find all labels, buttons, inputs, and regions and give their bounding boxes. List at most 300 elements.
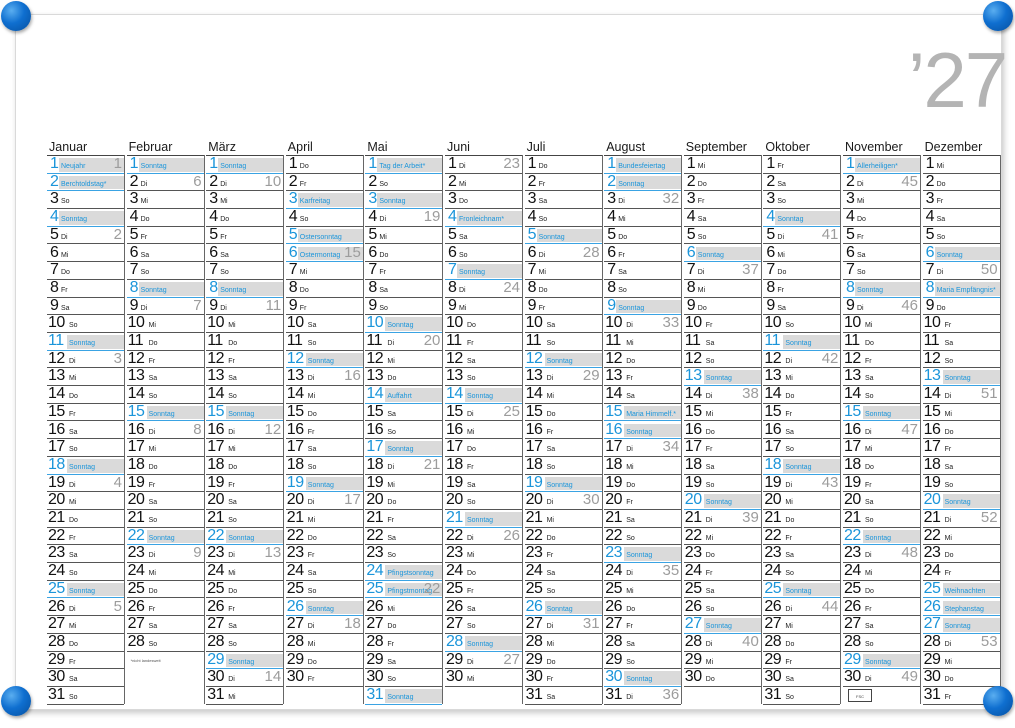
day-row — [47, 545, 124, 563]
day-number: 28 — [525, 632, 543, 650]
day-number: 25 — [366, 579, 384, 597]
weekday-label: Sa — [148, 623, 158, 631]
weekday-label: Sa — [459, 233, 468, 241]
day-row — [47, 422, 124, 440]
weekday-label: Sa — [148, 375, 158, 383]
day-row — [127, 174, 204, 192]
week-number: 25 — [503, 402, 520, 420]
holiday-label: Sonntag — [618, 180, 645, 188]
day-number: 17 — [844, 438, 861, 456]
weekday-label: So — [944, 481, 954, 489]
weekday-label: Fr — [936, 198, 944, 206]
weekday-label: Di — [307, 375, 315, 383]
day-number: 8 — [209, 278, 218, 296]
day-number: 2 — [129, 172, 138, 190]
weekday-label: Mi — [467, 428, 475, 436]
weekday-label: Fr — [777, 286, 784, 294]
weekday-label: So — [546, 463, 556, 471]
day-number: 31 — [605, 686, 622, 703]
day-number: 19 — [446, 473, 463, 491]
column-divider — [761, 155, 762, 704]
day-number: 13 — [286, 367, 304, 385]
day-number: 3 — [846, 190, 855, 208]
day-row — [684, 528, 761, 546]
holiday-label: Sonntag — [140, 163, 167, 170]
weekday-label: Fr — [865, 481, 872, 489]
holiday-label: Sonntag — [626, 676, 653, 684]
day-number: 15 — [127, 402, 145, 420]
day-row — [286, 298, 363, 316]
weekday-label: Do — [379, 251, 389, 259]
weekday-label: Sa — [387, 534, 396, 542]
day-row — [445, 245, 522, 263]
day-row-holiday — [843, 528, 920, 546]
weekday-label: Do — [299, 286, 309, 294]
weekday-label: Do — [148, 463, 158, 471]
day-number: 24 — [286, 562, 304, 580]
day-number: 3 — [766, 190, 775, 208]
day-number: 15 — [366, 402, 384, 420]
day-row — [286, 262, 363, 280]
day-row — [206, 245, 283, 263]
day-row — [923, 545, 1000, 563]
day-row — [684, 174, 761, 192]
day-row-holiday — [923, 581, 1000, 599]
week-number: 52 — [980, 509, 998, 526]
holiday-label: Sonntag — [705, 499, 732, 507]
weekday-label: Fr — [307, 428, 315, 436]
day-row-holiday — [286, 351, 363, 369]
day-row — [684, 475, 761, 493]
day-number: 24 — [446, 562, 463, 580]
day-row — [843, 298, 920, 316]
day-row — [684, 315, 761, 333]
day-row-holiday — [286, 475, 363, 493]
day-number: 9 — [607, 296, 616, 314]
day-number: 7 — [129, 261, 138, 279]
weekday-label: Do — [618, 233, 628, 241]
day-row — [843, 174, 920, 192]
day-row — [843, 492, 920, 510]
weekday-label: So — [546, 340, 556, 347]
holiday-label: Sonntag — [944, 375, 971, 383]
day-number: 19 — [923, 473, 941, 491]
day-number: 12 — [684, 349, 702, 367]
week-number: 1 — [113, 155, 122, 172]
weekday-label: Fr — [379, 269, 386, 277]
day-number: 30 — [684, 668, 702, 686]
month-name: Oktober — [765, 140, 810, 154]
footnote: *nicht landesweit — [130, 657, 161, 663]
day-row-holiday — [684, 616, 761, 634]
day-number: 13 — [366, 367, 384, 385]
holiday-label: Sonntag — [785, 340, 812, 347]
holiday-label: Sonntag — [228, 658, 255, 666]
day-row-holiday — [604, 669, 681, 687]
weekday-label: So — [857, 269, 866, 277]
day-row — [525, 422, 602, 440]
day-row — [684, 510, 761, 528]
day-number: 10 — [844, 314, 861, 332]
day-row — [923, 315, 1000, 333]
day-number: 10 — [923, 314, 941, 332]
holiday-label: Sonntag — [705, 375, 732, 383]
weekday-label: Fr — [785, 410, 792, 418]
day-row — [127, 634, 204, 652]
weekday-label: Do — [467, 570, 476, 578]
day-number: 14 — [127, 385, 145, 403]
week-number: 48 — [901, 544, 918, 562]
day-number: 16 — [605, 420, 622, 438]
day-number: 9 — [686, 296, 696, 314]
week-number: 32 — [662, 190, 680, 208]
day-number: 10 — [525, 314, 543, 332]
weekday-label: Mi — [307, 393, 316, 401]
holiday-label: Sonntag — [705, 623, 732, 631]
weekday-label: Do — [705, 428, 715, 436]
day-number: 18 — [366, 455, 384, 473]
weekday-label: Fr — [307, 676, 315, 684]
day-number: 14 — [207, 385, 224, 403]
day-number: 13 — [923, 367, 941, 385]
weekday-label: So — [148, 640, 158, 648]
day-number: 26 — [127, 597, 145, 615]
day-row-holiday — [525, 599, 602, 617]
day-row — [127, 599, 204, 617]
week-number: 5 — [113, 597, 122, 615]
day-number: 12 — [48, 349, 65, 367]
day-row — [365, 652, 442, 670]
day-number: 1 — [607, 155, 616, 172]
month-name: März — [208, 140, 236, 154]
day-number: 17 — [923, 438, 941, 456]
holiday-label: Sonntag — [944, 499, 971, 507]
day-number: 14 — [366, 385, 384, 403]
day-number: 26 — [366, 597, 384, 615]
day-number: 8 — [766, 278, 775, 296]
day-row — [763, 687, 840, 705]
weekday-label: Sa — [626, 393, 635, 401]
holiday-label: Sonntag — [538, 233, 565, 241]
day-number: 9 — [846, 296, 855, 314]
day-number: 15 — [764, 402, 782, 420]
day-number: 4 — [368, 208, 377, 226]
day-row-holiday — [127, 280, 204, 298]
weekday-label: Do — [228, 340, 238, 347]
day-row — [127, 492, 204, 510]
day-number: 22 — [525, 526, 543, 544]
weekday-label: Fr — [228, 357, 235, 365]
week-number: 17 — [344, 491, 361, 509]
weekday-label: Di — [148, 552, 156, 560]
weekday-label: Fr — [228, 605, 235, 613]
weekday-label: Fr — [538, 180, 546, 188]
weekday-label: Do — [865, 587, 874, 595]
weekday-label: Di — [865, 428, 872, 436]
day-number: 27 — [844, 615, 861, 633]
day-number: 5 — [766, 225, 775, 243]
column-divider — [442, 155, 443, 704]
week-number: 31 — [582, 615, 600, 633]
day-row — [47, 563, 124, 581]
weekday-label: Fr — [148, 605, 156, 613]
day-row — [445, 404, 522, 422]
weekday-label: Fr — [777, 163, 784, 170]
day-number: 20 — [525, 491, 543, 509]
day-number: 16 — [525, 420, 543, 438]
note-row — [127, 652, 204, 670]
weekday-label: Di — [857, 180, 864, 188]
day-number: 1 — [50, 155, 59, 172]
weekday-label: Di — [944, 640, 952, 648]
holiday-label: Sonntag — [387, 694, 414, 701]
day-row — [684, 386, 761, 404]
weekday-label: Fr — [546, 428, 554, 436]
day-number: 15 — [605, 402, 622, 420]
day-number: 8 — [607, 278, 616, 296]
weekday-label: Di — [140, 180, 148, 188]
holiday-label: Ostersonntag — [299, 233, 342, 241]
weekday-label: Sa — [546, 570, 556, 578]
day-number: 10 — [286, 314, 304, 332]
weekday-label: Di — [379, 216, 387, 224]
holiday-label: Sonntag — [865, 534, 892, 542]
day-row — [923, 439, 1000, 457]
weekday-label: Mi — [546, 640, 554, 648]
day-row — [525, 439, 602, 457]
day-row — [763, 351, 840, 369]
day-number: 14 — [844, 385, 861, 403]
day-row — [47, 404, 124, 422]
day-row — [127, 298, 204, 316]
day-row — [286, 209, 363, 227]
day-number: 20 — [923, 491, 941, 509]
day-number: 27 — [525, 615, 543, 633]
month-name: Dezember — [924, 140, 983, 154]
day-row — [286, 510, 363, 528]
day-number: 26 — [207, 597, 224, 615]
day-row — [127, 262, 204, 280]
day-row — [604, 475, 681, 493]
day-number: 27 — [764, 615, 782, 633]
day-number: 26 — [684, 597, 702, 615]
day-number: 19 — [844, 473, 861, 491]
day-row — [763, 245, 840, 263]
weekday-label: Mi — [785, 499, 793, 507]
holiday-label: Allerheiligen* — [857, 163, 898, 170]
day-number: 12 — [366, 349, 384, 367]
holiday-label: Sonntag — [459, 269, 486, 277]
weekday-label: Mi — [61, 251, 69, 259]
day-number: 5 — [209, 225, 218, 243]
day-number: 28 — [207, 632, 224, 650]
calendar-sheet — [15, 14, 1007, 710]
weekday-label: So — [459, 251, 468, 259]
day-number: 2 — [368, 172, 377, 190]
weekday-label: Sa — [307, 570, 317, 578]
day-number: 23 — [764, 544, 782, 562]
day-row — [763, 439, 840, 457]
weekday-label: Fr — [467, 463, 474, 471]
day-number: 3 — [448, 190, 457, 208]
day-number: 24 — [844, 562, 861, 580]
day-row — [445, 457, 522, 475]
day-number: 26 — [605, 597, 622, 615]
day-row-holiday — [923, 280, 1000, 298]
day-number: 4 — [607, 208, 616, 226]
day-row — [763, 616, 840, 634]
weekday-label: Mi — [865, 446, 873, 454]
day-row — [206, 315, 283, 333]
day-number: 13 — [48, 367, 65, 385]
weekday-label: Sa — [944, 340, 954, 347]
weekday-label: Mi — [936, 163, 944, 170]
day-row — [365, 280, 442, 298]
day-row — [525, 191, 602, 209]
day-number: 4 — [846, 208, 855, 226]
day-row-holiday — [923, 492, 1000, 510]
day-number: 18 — [207, 455, 224, 473]
day-row — [47, 528, 124, 546]
day-row — [445, 599, 522, 617]
day-number: 19 — [764, 473, 782, 491]
day-row — [206, 669, 283, 687]
day-number: 7 — [686, 261, 696, 279]
weekday-label: So — [379, 180, 388, 188]
day-row — [525, 298, 602, 316]
day-row — [445, 475, 522, 493]
day-row — [206, 439, 283, 457]
weekday-label: Mi — [944, 658, 952, 666]
day-row — [763, 528, 840, 546]
holiday-label: Sonntag — [467, 517, 494, 524]
day-number: 7 — [50, 261, 59, 279]
column-divider — [522, 155, 523, 704]
day-number: 22 — [48, 526, 65, 544]
day-row — [365, 262, 442, 280]
day-row-holiday — [843, 280, 920, 298]
day-row — [445, 333, 522, 351]
weekday-label: Do — [140, 216, 150, 224]
weekday-label: So — [944, 357, 954, 365]
holiday-label: Auffahrt — [387, 393, 412, 401]
day-row-holiday — [127, 528, 204, 546]
weekday-label: Do — [307, 658, 317, 666]
day-row-holiday — [365, 386, 442, 404]
day-number: 17 — [366, 438, 384, 456]
weekday-label: Mi — [387, 605, 395, 613]
weekday-label: Sa — [69, 676, 78, 684]
day-row — [923, 404, 1000, 422]
day-row-holiday — [47, 333, 124, 351]
day-number: 6 — [766, 243, 775, 261]
day-number: 15 — [446, 402, 463, 420]
week-number: 40 — [742, 632, 759, 650]
weekday-label: Sa — [228, 375, 237, 383]
week-number: 10 — [264, 172, 282, 190]
holiday-label: Sonntag — [220, 286, 247, 294]
weekday-label: So — [228, 640, 237, 648]
weekday-label: Mi — [307, 517, 316, 524]
day-number: 15 — [48, 402, 65, 420]
weekday-label: So — [546, 587, 556, 595]
weekday-label: Fr — [69, 534, 76, 542]
day-row — [525, 652, 602, 670]
weekday-label: Do — [459, 198, 468, 206]
weekday-label: Sa — [626, 517, 635, 524]
day-number: 20 — [286, 491, 304, 509]
weekday-label: Do — [538, 286, 548, 294]
weekday-label: Di — [546, 623, 554, 631]
day-number: 29 — [605, 650, 622, 668]
week-number: 35 — [662, 562, 680, 580]
day-row — [206, 191, 283, 209]
day-row — [47, 475, 124, 493]
day-row — [843, 333, 920, 351]
day-row — [286, 581, 363, 599]
day-row — [47, 439, 124, 457]
day-row — [286, 563, 363, 581]
day-row — [445, 174, 522, 192]
day-number: 23 — [525, 544, 543, 562]
weekday-label: Mi — [705, 410, 714, 418]
weekday-label: Do — [944, 552, 954, 560]
day-number: 3 — [368, 190, 377, 208]
month-name: Januar — [49, 140, 88, 154]
day-number: 5 — [50, 225, 59, 243]
weekday-label: Sa — [785, 428, 794, 436]
weekday-label: So — [785, 694, 794, 701]
day-number: 11 — [48, 332, 64, 349]
day-row — [206, 368, 283, 386]
day-number: 30 — [446, 668, 463, 686]
day-row-holiday — [47, 156, 124, 174]
week-number: 39 — [742, 509, 759, 526]
day-number: 1 — [448, 155, 457, 172]
day-row — [365, 209, 442, 227]
day-row-holiday — [843, 652, 920, 670]
day-row — [843, 669, 920, 687]
week-number: 9 — [193, 544, 202, 562]
weekday-label: Di — [467, 534, 474, 542]
weekday-label: Sa — [705, 587, 715, 595]
day-row-holiday — [604, 422, 681, 440]
weekday-label: Di — [705, 517, 713, 524]
day-row — [286, 545, 363, 563]
weekday-label: Di — [785, 481, 793, 489]
day-row — [127, 191, 204, 209]
day-number: 2 — [607, 172, 616, 190]
weekday-label: Do — [148, 587, 158, 595]
year-label: ’27 — [908, 36, 1007, 124]
week-number: 51 — [980, 385, 998, 403]
day-row — [923, 209, 1000, 227]
day-row — [206, 422, 283, 440]
day-row — [445, 669, 522, 687]
day-number: 31 — [923, 686, 941, 703]
weekday-label: Mi — [148, 322, 156, 330]
weekday-label: So — [387, 552, 396, 560]
day-row — [365, 227, 442, 245]
month-name: September — [685, 140, 747, 154]
day-row — [843, 510, 920, 528]
day-row — [365, 174, 442, 192]
day-row — [47, 510, 124, 528]
day-row — [365, 492, 442, 510]
day-number: 26 — [923, 597, 941, 615]
day-row — [923, 528, 1000, 546]
weekday-label: Mi — [697, 163, 706, 170]
